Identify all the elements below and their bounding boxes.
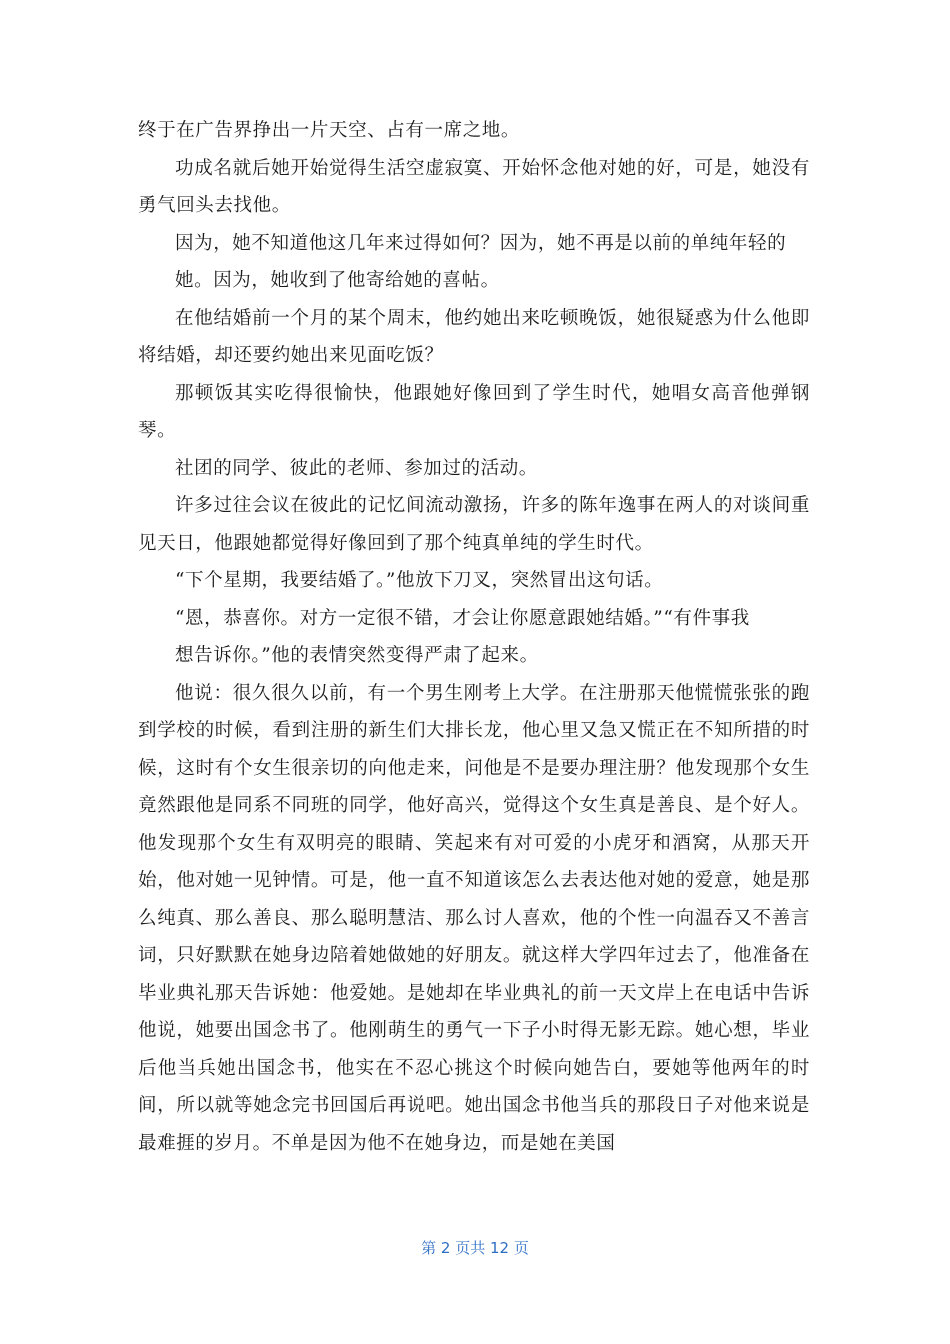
paragraph: 他说：很久很久以前，有一个男生刚考上大学。在注册那天他慌慌张张的跑到学校的时候，看到注册的新生们大排长龙，他心里又急又慌正在不知所措的时候，这时有个女生很亲切的向他走来，问他是不是要办理注册？他发现那个女生竟然跟他是同系不同班的同学，他好高兴，觉得这个女生真是善良、是个好人。他发现那个女生有双明亮的眼睛、笑起来有对可爱的小虎牙和酒窝，从那天开始，他对她一见钟情。可是，他一直不知道该怎么去表达他对她的爱意，她是那么纯真、那么善良、那么聪明慧洁、那么讨人喜欢，他的个性一向温吞又不善言词，只好默默在她身边陪着她做她的好朋友。就这样大学四年过去了，他准备在毕业典礼那天告诉她：他爱她。是她却在毕业典礼的前一天文岸上在电话中告诉他说，她要出国念书了。他刚萌生的勇气一下子小时得无影无踪。她心想，毕业后他当兵她出国念书，他实在不忍心挑这个时候向她告白，要她等他两年的时间，所以就等她念完书回国后再说吧。她出国念书他当兵的那段日子对他来说是最难捱的岁月。不单是因为他不在她身边，而是她在美国 (138, 682, 810, 1154)
paragraph: 社团的同学、彼此的老师、参加过的活动。 (175, 457, 538, 479)
paragraph: 功成名就后她开始觉得生活空虚寂寞、开始怀念他对她的好，可是，她没有勇气回头去找他。 (138, 157, 810, 216)
paragraph: 在他结婚前一个月的某个周末，他约她出来吃顿晚饭，她很疑惑为什么他即将结婚，却还要约她出来见面吃饭？ (138, 307, 810, 366)
paragraph: 想告诉你。”他的表情突然变得严肃了起来。 (175, 645, 539, 666)
paragraph: “恩，恭喜你。对方一定很不错，才会让你愿意跟她结婚。”“有件事我 (175, 607, 750, 629)
page-footer (0, 1237, 950, 1258)
paragraph: 因为，她不知道他这几年来过得如何？因为，她不再是以前的单纯年轻的 (175, 232, 787, 254)
page-number: 第 2 页共 12 页 (421, 1239, 529, 1257)
paragraph: 她。因为，她收到了他寄给她的喜帖。 (175, 270, 500, 291)
paragraph: 那顿饭其实吃得很愉快，他跟她好像回到了学生时代，她唱女高音他弹钢琴。 (138, 382, 810, 441)
body-text (138, 112, 810, 1162)
paragraph: 许多过往会议在彼此的记忆间流动激扬，许多的陈年逸事在两人的对谈间重见天日，他跟她都觉得好像回到了那个纯真单纯的学生时代。 (138, 495, 810, 554)
paragraph: 终于在广告界挣出一片天空、占有一席之地。 (138, 120, 521, 141)
paragraph: “下个星期，我要结婚了。”他放下刀叉，突然冒出这句话。 (175, 570, 664, 591)
